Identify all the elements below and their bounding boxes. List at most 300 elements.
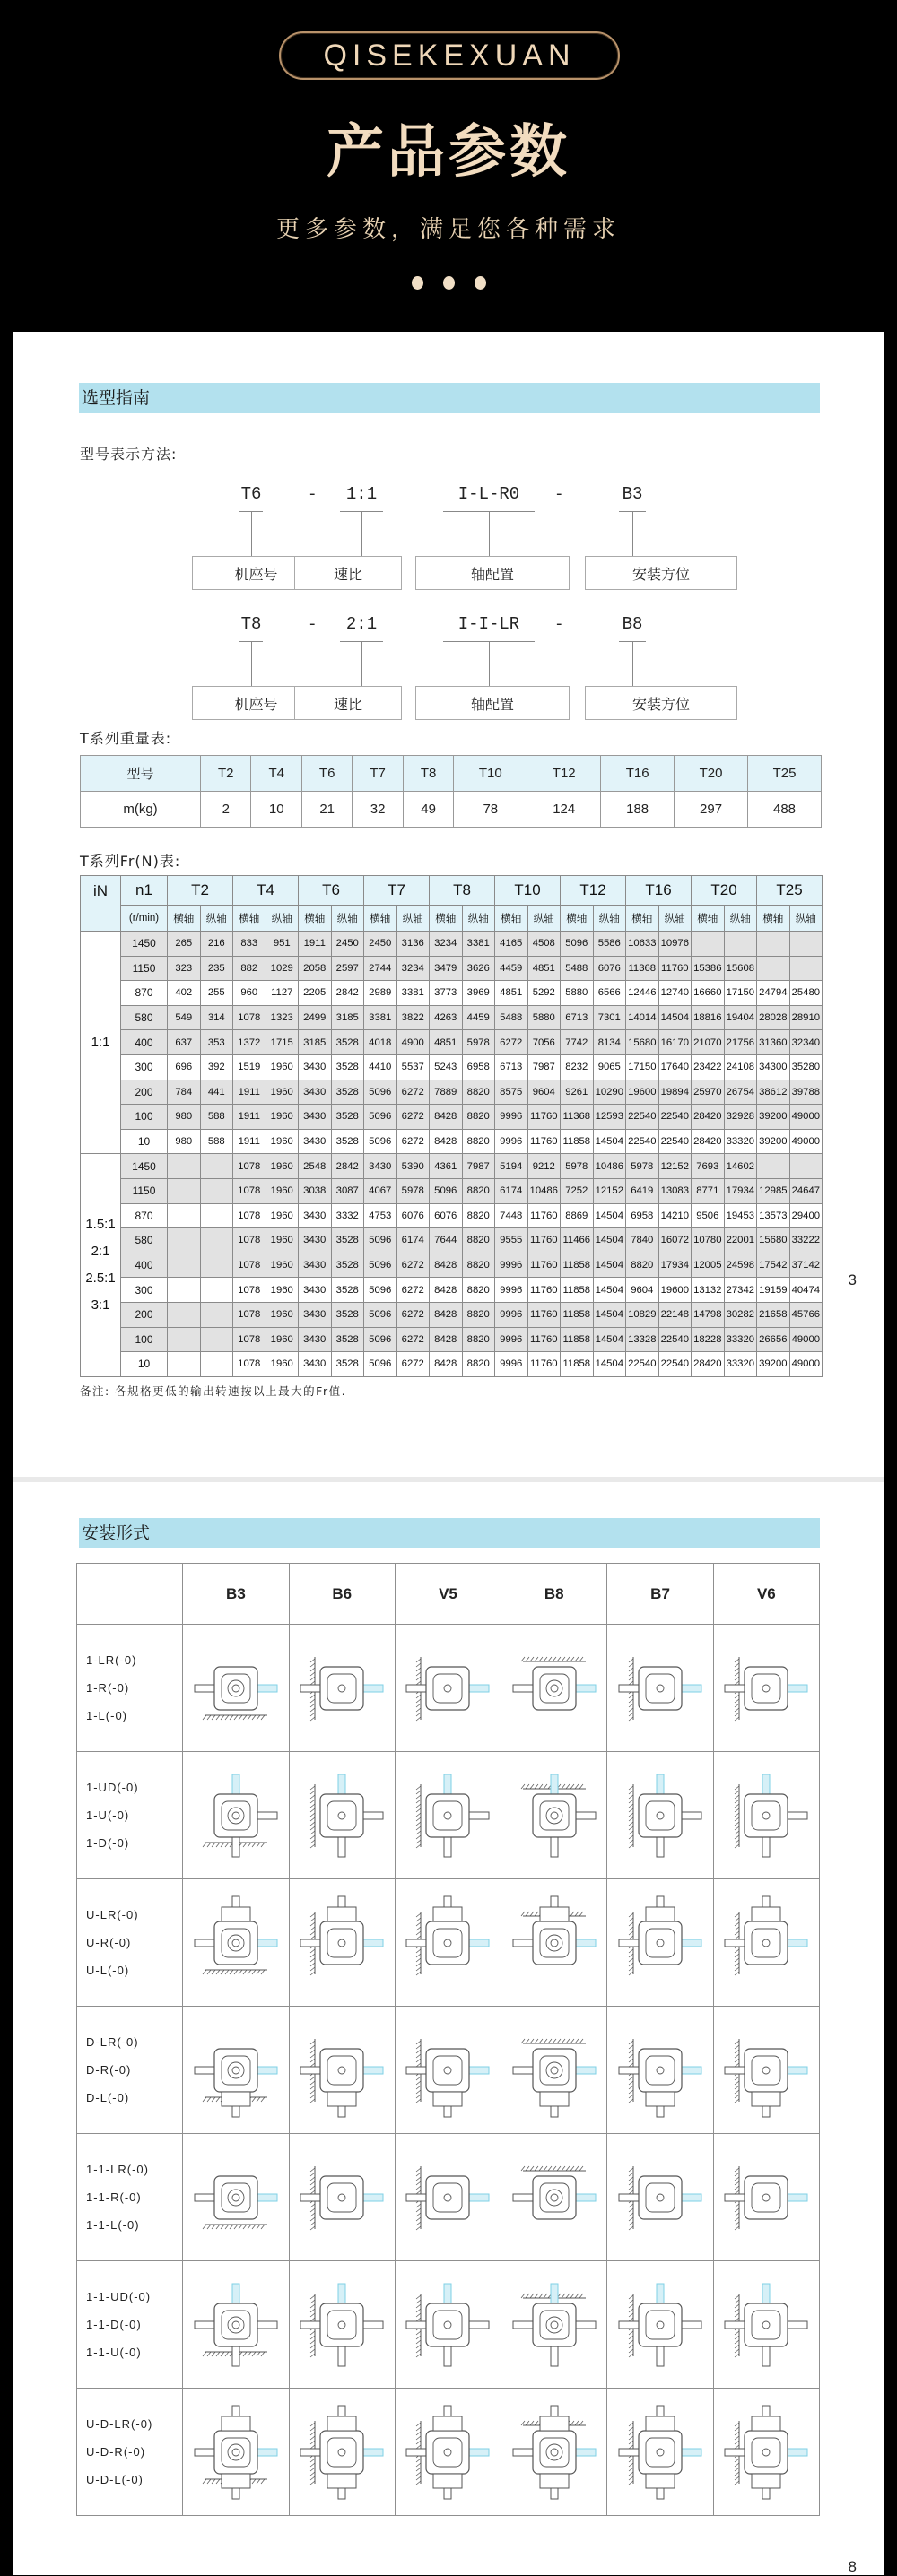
fr-value-cell: 22540: [658, 1129, 692, 1154]
fr-value-cell: 6713: [561, 1005, 594, 1030]
gearbox-mounting-diagram-icon: [395, 1625, 501, 1752]
model-code-part: 1:1: [345, 484, 378, 504]
fr-value-cell: 1960: [266, 1154, 299, 1179]
fr-table-row: [81, 1228, 823, 1253]
fr-speed-cell: 580: [121, 1005, 168, 1030]
gearbox-mounting-diagram-icon: [607, 1752, 713, 1879]
fr-axis-vertical: 纵轴: [200, 906, 233, 932]
fr-value-cell: 12985: [757, 1178, 790, 1203]
fr-value-cell: 3430: [299, 1105, 332, 1130]
fr-value-cell: 8820: [462, 1203, 495, 1228]
fr-table-row: [81, 932, 823, 957]
fr-table-header-axes: [81, 906, 823, 932]
fr-model-header: T7: [364, 876, 430, 906]
fr-value-cell: 3528: [331, 1327, 364, 1352]
fr-value-cell: 38612: [757, 1080, 790, 1105]
fr-ratio-value: 2:1: [91, 1244, 110, 1260]
installation-position-header: B6: [289, 1564, 395, 1625]
weight-model-header: T20: [675, 756, 748, 792]
fr-table: [80, 875, 823, 1377]
fr-value-cell: 3528: [331, 1105, 364, 1130]
section-title-selection-guide: 选型指南: [79, 383, 820, 413]
fr-value-cell: 3430: [364, 1154, 397, 1179]
fr-value-cell: 5096: [364, 1228, 397, 1253]
fr-value-cell: 21070: [692, 1030, 725, 1055]
fr-value-cell: 4263: [430, 1005, 463, 1030]
weight-table-value-row: [81, 792, 822, 828]
hero-subtitle: 更多参数，满足您各种需求: [275, 216, 621, 243]
fr-value-cell: 833: [233, 932, 266, 957]
weight-value-cell: 32: [353, 792, 403, 828]
installation-config-code: 1-1-D(-0): [86, 2318, 142, 2331]
fr-value-cell: 1960: [266, 1278, 299, 1303]
fr-value-cell: 28910: [789, 1005, 823, 1030]
fr-axis-vertical: 纵轴: [396, 906, 430, 932]
fr-value-cell: 12593: [593, 1105, 626, 1130]
fr-value-cell: 7644: [430, 1228, 463, 1253]
fr-value-cell: 696: [168, 1054, 201, 1080]
fr-value-cell: 4753: [364, 1203, 397, 1228]
fr-value-cell: [200, 1278, 233, 1303]
fr-value-cell: 2450: [331, 932, 364, 957]
installation-row: [77, 1879, 820, 2007]
code-connector-line: [361, 511, 362, 556]
fr-value-cell: 39200: [757, 1129, 790, 1154]
fr-value-cell: 28420: [692, 1352, 725, 1377]
fr-value-cell: 588: [200, 1105, 233, 1130]
fr-value-cell: 24108: [724, 1054, 757, 1080]
fr-table-row: [81, 1302, 823, 1327]
installation-row: [77, 1752, 820, 1879]
fr-value-cell: 5096: [364, 1105, 397, 1130]
fr-value-cell: 5488: [561, 956, 594, 981]
fr-value-cell: 9996: [495, 1129, 528, 1154]
model-code-part-label: 机座号: [192, 556, 320, 590]
model-code-part: T6: [240, 484, 262, 504]
fr-value-cell: 11368: [626, 956, 659, 981]
weight-row-label: m(kg): [81, 792, 201, 828]
gearbox-mounting-diagram-icon: [289, 2134, 395, 2261]
fr-axis-horizontal: 横轴: [233, 906, 266, 932]
fr-value-cell: 4459: [495, 956, 528, 981]
fr-model-header: T20: [692, 876, 757, 906]
installation-config-labels: [77, 2261, 183, 2389]
fr-value-cell: [168, 1178, 201, 1203]
fr-value-cell: 33320: [724, 1352, 757, 1377]
gearbox-mounting-diagram-icon: [501, 2134, 607, 2261]
fr-axis-horizontal: 横轴: [299, 906, 332, 932]
fr-value-cell: 11760: [527, 1203, 561, 1228]
fr-value-cell: 39200: [757, 1352, 790, 1377]
fr-table-row: [81, 956, 823, 981]
installation-position-header: B7: [607, 1564, 713, 1625]
fr-value-cell: [757, 1154, 790, 1179]
fr-value-cell: 5096: [561, 932, 594, 957]
gearbox-mounting-diagram-icon: [395, 1879, 501, 2007]
fr-value-cell: 5194: [495, 1154, 528, 1179]
installation-config-code: U-L(-0): [86, 1964, 130, 1977]
fr-value-cell: 49000: [789, 1105, 823, 1130]
weight-model-header: T10: [454, 756, 527, 792]
fr-value-cell: 235: [200, 956, 233, 981]
fr-value-cell: 5096: [364, 1278, 397, 1303]
fr-value-cell: 23422: [692, 1054, 725, 1080]
gearbox-mounting-diagram-icon: [183, 2261, 289, 2389]
hero-banner: [0, 0, 897, 332]
fr-value-cell: 1029: [266, 956, 299, 981]
fr-speed-cell: 100: [121, 1105, 168, 1130]
fr-value-cell: 8771: [692, 1178, 725, 1203]
gearbox-mounting-diagram-icon: [501, 2389, 607, 2516]
page-number: 8: [848, 2558, 857, 2575]
fr-model-header: T25: [757, 876, 823, 906]
weight-value-cell: 188: [601, 792, 675, 828]
fr-axis-vertical: 纵轴: [724, 906, 757, 932]
fr-value-cell: 14504: [658, 1005, 692, 1030]
fr-value-cell: 6076: [396, 1203, 430, 1228]
fr-value-cell: 5292: [527, 981, 561, 1006]
fr-value-cell: 32928: [724, 1105, 757, 1130]
fr-value-cell: 16660: [692, 981, 725, 1006]
fr-value-cell: 10290: [593, 1080, 626, 1105]
fr-value-cell: 1519: [233, 1054, 266, 1080]
weight-value-cell: 297: [675, 792, 748, 828]
gearbox-mounting-diagram-icon: [501, 2007, 607, 2134]
gearbox-mounting-diagram-icon: [183, 1752, 289, 1879]
fr-value-cell: 15680: [626, 1030, 659, 1055]
fr-model-header: T10: [495, 876, 561, 906]
fr-table-row: [81, 1129, 823, 1154]
fr-value-cell: [789, 956, 823, 981]
fr-value-cell: 24598: [724, 1253, 757, 1278]
fr-ratio-cell: [81, 1154, 121, 1376]
fr-value-cell: 26656: [757, 1327, 790, 1352]
fr-value-cell: 33320: [724, 1129, 757, 1154]
installation-position-header: V6: [713, 1564, 819, 1625]
fr-value-cell: 549: [168, 1005, 201, 1030]
fr-value-cell: 45766: [789, 1302, 823, 1327]
fr-speed-cell: 100: [121, 1327, 168, 1352]
fr-value-cell: 3430: [299, 1129, 332, 1154]
fr-value-cell: 10486: [527, 1178, 561, 1203]
fr-table-row: [81, 981, 823, 1006]
fr-axis-horizontal: 横轴: [692, 906, 725, 932]
fr-value-cell: 17934: [724, 1178, 757, 1203]
fr-value-cell: 5978: [396, 1178, 430, 1203]
fr-value-cell: 17542: [757, 1253, 790, 1278]
fr-value-cell: [724, 932, 757, 957]
fr-value-cell: 8820: [462, 1228, 495, 1253]
installation-config-code: U-LR(-0): [86, 1908, 139, 1921]
fr-value-cell: 6958: [626, 1203, 659, 1228]
fr-value-cell: 8820: [462, 1129, 495, 1154]
fr-value-cell: 1715: [266, 1030, 299, 1055]
fr-value-cell: 3185: [299, 1030, 332, 1055]
model-code-part: B8: [622, 614, 643, 634]
fr-model-header: T8: [430, 876, 495, 906]
fr-value-cell: 11760: [527, 1253, 561, 1278]
dot-icon: [412, 276, 423, 290]
fr-value-cell: 1911: [233, 1129, 266, 1154]
weight-value-cell: 49: [403, 792, 453, 828]
fr-value-cell: 40474: [789, 1278, 823, 1303]
fr-value-cell: [200, 1228, 233, 1253]
page-number: 3: [848, 1271, 857, 1288]
fr-value-cell: 3528: [331, 1129, 364, 1154]
fr-table-row: [81, 1080, 823, 1105]
gearbox-mounting-diagram-icon: [713, 2261, 819, 2389]
gearbox-mounting-diagram-icon: [183, 2134, 289, 2261]
fr-value-cell: 19894: [658, 1080, 692, 1105]
model-code-part-label: 安装方位: [585, 556, 737, 590]
code-connector-line: [251, 641, 252, 686]
gearbox-mounting-diagram-icon: [183, 1625, 289, 1752]
code-connector-line: [489, 641, 490, 686]
fr-speed-cell: 1450: [121, 932, 168, 957]
page-selection-guide: [13, 332, 884, 1477]
fr-value-cell: 49000: [789, 1352, 823, 1377]
fr-value-cell: 8820: [462, 1302, 495, 1327]
fr-value-cell: 21756: [724, 1030, 757, 1055]
fr-value-cell: 323: [168, 956, 201, 981]
fr-value-cell: 3430: [299, 1278, 332, 1303]
fr-value-cell: 7693: [692, 1154, 725, 1179]
fr-value-cell: 13083: [658, 1178, 692, 1203]
fr-value-cell: 39788: [789, 1080, 823, 1105]
fr-value-cell: 27342: [724, 1278, 757, 1303]
fr-axis-vertical: 纵轴: [462, 906, 495, 932]
fr-value-cell: 11760: [527, 1105, 561, 1130]
fr-value-cell: 1960: [266, 1253, 299, 1278]
fr-value-cell: 22148: [658, 1302, 692, 1327]
fr-value-cell: 24794: [757, 981, 790, 1006]
installation-row: [77, 2389, 820, 2516]
code-separator: -: [556, 484, 562, 503]
fr-value-cell: 980: [168, 1105, 201, 1130]
fr-value-cell: 3234: [430, 932, 463, 957]
fr-value-cell: 11858: [561, 1302, 594, 1327]
fr-value-cell: 19404: [724, 1005, 757, 1030]
fr-value-cell: 1078: [233, 1302, 266, 1327]
fr-value-cell: 1960: [266, 1105, 299, 1130]
fr-value-cell: 4900: [396, 1030, 430, 1055]
fr-value-cell: 25970: [692, 1080, 725, 1105]
fr-value-cell: 11858: [561, 1253, 594, 1278]
fr-speed-cell: 400: [121, 1030, 168, 1055]
fr-value-cell: 3381: [364, 1005, 397, 1030]
code-connector-line: [361, 641, 362, 686]
fr-value-cell: 6272: [396, 1129, 430, 1154]
installation-config-code: 1-L(-0): [86, 1709, 128, 1722]
fr-table-row: [81, 1327, 823, 1352]
gearbox-mounting-diagram-icon: [713, 2007, 819, 2134]
fr-value-cell: 22540: [626, 1105, 659, 1130]
gearbox-mounting-diagram-icon: [289, 1752, 395, 1879]
fr-value-cell: 2989: [364, 981, 397, 1006]
fr-value-cell: 3087: [331, 1178, 364, 1203]
fr-axis-horizontal: 横轴: [626, 906, 659, 932]
installation-config-code: 1-1-L(-0): [86, 2218, 140, 2232]
fr-value-cell: 5880: [561, 981, 594, 1006]
model-code-part: I-I-LR: [457, 614, 520, 634]
fr-value-cell: 9996: [495, 1278, 528, 1303]
fr-value-cell: 18816: [692, 1005, 725, 1030]
fr-axis-vertical: 纵轴: [593, 906, 626, 932]
brand-name: QISEKEXUAN: [323, 38, 576, 73]
weight-model-header: T16: [601, 756, 675, 792]
fr-value-cell: 9506: [692, 1203, 725, 1228]
fr-value-cell: 1960: [266, 1178, 299, 1203]
weight-header-label: 型号: [81, 756, 201, 792]
fr-value-cell: [200, 1154, 233, 1179]
fr-value-cell: 588: [200, 1129, 233, 1154]
gearbox-mounting-diagram-icon: [607, 2134, 713, 2261]
gearbox-mounting-diagram-icon: [395, 2389, 501, 2516]
fr-value-cell: 1911: [299, 932, 332, 957]
fr-value-cell: 8820: [462, 1278, 495, 1303]
installation-config-labels: [77, 1625, 183, 1752]
section-title-installation: 安装形式: [79, 1518, 820, 1548]
gearbox-mounting-diagram-icon: [501, 1625, 607, 1752]
fr-value-cell: [168, 1302, 201, 1327]
fr-value-cell: 3234: [396, 956, 430, 981]
fr-value-cell: 3528: [331, 1228, 364, 1253]
fr-value-cell: 17150: [626, 1054, 659, 1080]
fr-table-row: [81, 1178, 823, 1203]
fr-value-cell: 255: [200, 981, 233, 1006]
fr-value-cell: 8869: [561, 1203, 594, 1228]
fr-value-cell: 5096: [364, 1327, 397, 1352]
fr-value-cell: [168, 1228, 201, 1253]
fr-col-speed: n1: [121, 876, 168, 906]
installation-row: [77, 2007, 820, 2134]
fr-value-cell: 3430: [299, 1080, 332, 1105]
fr-value-cell: 33320: [724, 1327, 757, 1352]
code-separator: -: [309, 484, 316, 503]
fr-axis-vertical: 纵轴: [331, 906, 364, 932]
fr-value-cell: 11858: [561, 1327, 594, 1352]
fr-speed-cell: 870: [121, 981, 168, 1006]
model-code-label: 型号表示方法:: [80, 446, 178, 463]
fr-value-cell: 6272: [396, 1302, 430, 1327]
fr-table-row: [81, 1054, 823, 1080]
installation-header-row: [77, 1564, 820, 1625]
fr-value-cell: 1960: [266, 1228, 299, 1253]
fr-value-cell: 8820: [462, 1178, 495, 1203]
installation-config-code: U-R(-0): [86, 1936, 132, 1949]
fr-value-cell: 22540: [626, 1129, 659, 1154]
fr-value-cell: 14210: [658, 1203, 692, 1228]
fr-value-cell: 3479: [430, 956, 463, 981]
fr-value-cell: 5390: [396, 1154, 430, 1179]
fr-value-cell: 9555: [495, 1228, 528, 1253]
fr-value-cell: 3626: [462, 956, 495, 981]
weight-value-cell: 21: [301, 792, 352, 828]
code-separator: -: [556, 614, 562, 633]
fr-value-cell: 3528: [331, 1080, 364, 1105]
fr-value-cell: 1078: [233, 1154, 266, 1179]
fr-speed-cell: 1150: [121, 956, 168, 981]
fr-value-cell: 22001: [724, 1228, 757, 1253]
fr-value-cell: 1911: [233, 1080, 266, 1105]
gearbox-mounting-diagram-icon: [713, 1879, 819, 2007]
installation-row: [77, 1625, 820, 1752]
fr-value-cell: 6272: [396, 1080, 430, 1105]
fr-value-cell: 637: [168, 1030, 201, 1055]
fr-value-cell: 3136: [396, 932, 430, 957]
fr-value-cell: 7448: [495, 1203, 528, 1228]
fr-value-cell: 6272: [396, 1278, 430, 1303]
fr-value-cell: 9996: [495, 1352, 528, 1377]
fr-value-cell: 14504: [593, 1352, 626, 1377]
fr-value-cell: 16072: [658, 1228, 692, 1253]
weight-model-header: T7: [353, 756, 403, 792]
fr-value-cell: 5880: [527, 1005, 561, 1030]
fr-value-cell: 2842: [331, 1154, 364, 1179]
gearbox-mounting-diagram-icon: [713, 1752, 819, 1879]
fr-axis-vertical: 纵轴: [658, 906, 692, 932]
fr-value-cell: 5978: [626, 1154, 659, 1179]
installation-config-labels: [77, 1752, 183, 1879]
gearbox-mounting-diagram-icon: [713, 1625, 819, 1752]
model-code-part: I-L-R0: [457, 484, 520, 504]
fr-value-cell: 13132: [692, 1278, 725, 1303]
weight-value-cell: 124: [527, 792, 601, 828]
gearbox-mounting-diagram-icon: [183, 2389, 289, 2516]
weight-table: [80, 755, 822, 828]
fr-value-cell: 3528: [331, 1054, 364, 1080]
installation-config-code: 1-U(-0): [86, 1808, 130, 1822]
fr-value-cell: 1078: [233, 1327, 266, 1352]
fr-value-cell: 4067: [364, 1178, 397, 1203]
fr-value-cell: 22540: [658, 1327, 692, 1352]
dots-decoration: [0, 276, 897, 290]
installation-config-code: 1-1-LR(-0): [86, 2163, 149, 2176]
fr-value-cell: [200, 1302, 233, 1327]
fr-value-cell: 1078: [233, 1228, 266, 1253]
fr-value-cell: 11858: [561, 1352, 594, 1377]
fr-value-cell: 8428: [430, 1278, 463, 1303]
fr-model-header: T16: [626, 876, 692, 906]
fr-value-cell: 7056: [527, 1030, 561, 1055]
weight-model-header: T2: [201, 756, 251, 792]
installation-row: [77, 2134, 820, 2261]
fr-value-cell: 1127: [266, 981, 299, 1006]
weight-table-header-row: [81, 756, 822, 792]
fr-value-cell: 12152: [593, 1178, 626, 1203]
fr-value-cell: 9604: [626, 1278, 659, 1303]
gearbox-mounting-diagram-icon: [501, 1879, 607, 2007]
fr-value-cell: 3430: [299, 1327, 332, 1352]
fr-value-cell: 12446: [626, 981, 659, 1006]
fr-value-cell: 10976: [658, 932, 692, 957]
fr-value-cell: 8820: [462, 1253, 495, 1278]
fr-value-cell: 14504: [593, 1203, 626, 1228]
fr-value-cell: 441: [200, 1080, 233, 1105]
gearbox-mounting-diagram-icon: [395, 2261, 501, 2389]
fr-value-cell: 29400: [789, 1203, 823, 1228]
fr-value-cell: 3528: [331, 1352, 364, 1377]
installation-config-code: D-R(-0): [86, 2063, 132, 2077]
fr-value-cell: 28028: [757, 1005, 790, 1030]
fr-value-cell: [789, 932, 823, 957]
fr-value-cell: 10829: [626, 1302, 659, 1327]
fr-value-cell: 8820: [462, 1105, 495, 1130]
fr-ratio-value: 2.5:1: [85, 1271, 116, 1287]
fr-table-row: [81, 1278, 823, 1303]
fr-value-cell: [200, 1327, 233, 1352]
fr-value-cell: 10780: [692, 1228, 725, 1253]
